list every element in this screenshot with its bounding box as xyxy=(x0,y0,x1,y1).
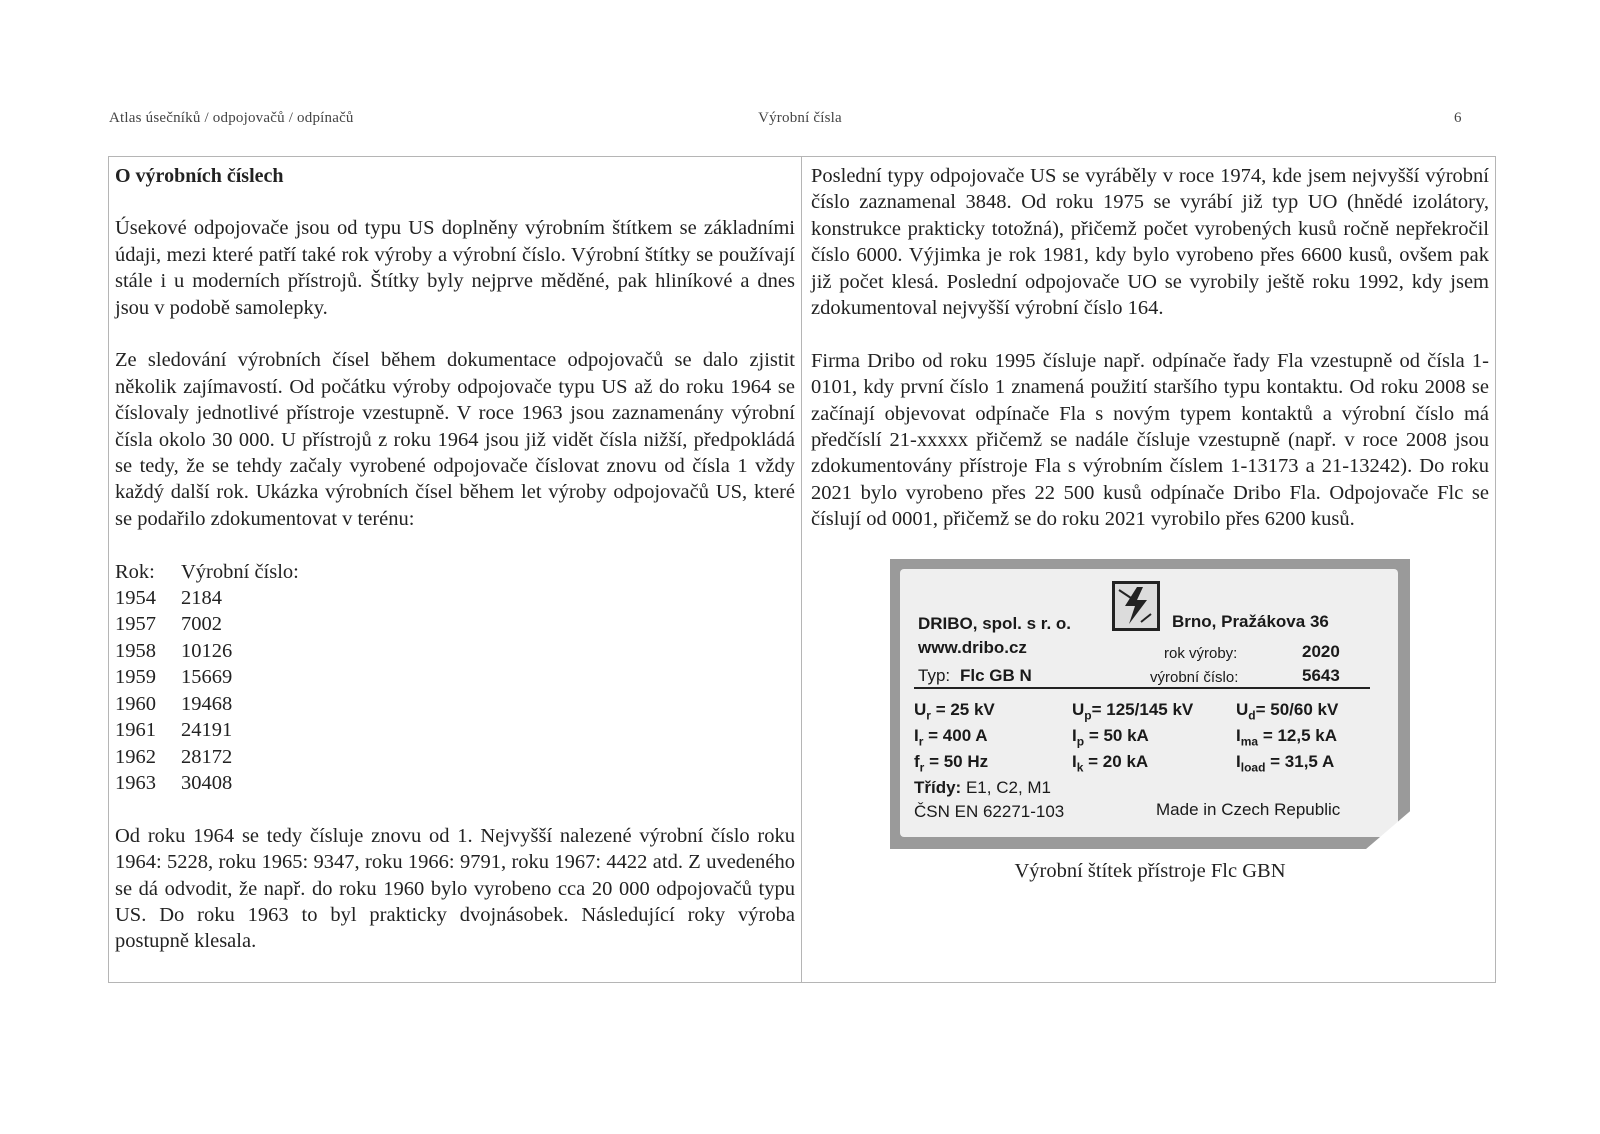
table-row xyxy=(115,770,299,796)
table-header-row xyxy=(115,559,299,585)
paragraph-intro: Úsekové odpojovače jsou od typu US doplněny výrobním štítkem se základními údaji, mezi které patří také rok výroby a výrobní číslo. Výrobní štítky se používají stále i u moderních přístrojů. Štítky byly nejprve měděné, pak hliníkové a dnes jsou v podobě samolepky. xyxy=(115,217,795,319)
plate-standard: ČSN EN 62271-103 xyxy=(914,801,1065,821)
row-serial: 28172 xyxy=(181,745,233,768)
plate-serial-label: výrobní číslo: xyxy=(1150,668,1239,686)
plate-ur: $U_r = 25$ kV xyxy=(914,699,995,723)
row-year: 1962 xyxy=(115,745,156,768)
plate-type-label: Typ: xyxy=(918,665,951,685)
header-doc-title: Atlas úsečníků / odpojovačů / odpínačů xyxy=(109,110,354,126)
row-year: 1954 xyxy=(115,587,156,610)
plate-ud: $U_d= 50/60$ kV xyxy=(1236,699,1339,723)
dribo-logo-icon xyxy=(1112,581,1160,631)
row-year: 1960 xyxy=(115,692,156,715)
row-year: 1958 xyxy=(115,639,156,662)
plate-serial-value: 5643 xyxy=(1302,665,1340,685)
plate-year-label: rok výroby: xyxy=(1164,644,1238,662)
nameplate-figure xyxy=(811,559,1489,884)
row-serial: 10126 xyxy=(181,639,233,662)
serial-numbers-table xyxy=(115,559,299,797)
plate-year-value: 2020 xyxy=(1302,641,1340,661)
row-serial: 7002 xyxy=(181,613,222,636)
paragraph-conclusion: Od roku 1964 se tedy čísluje znovu od 1. Nejvyšší nalezené výrobní číslo roku 1964: 5228, roku 1965: 9347, roku 1966: 9791, roku 1967: 4422 atd. Z uvedeného se dá odvodit, že např. do roku 1960 bylo vyrobeno cca 20 000 odpojovačů typu US. Do roku 1963 to byl prakticky dvojnásobek. Následující roky výroba postupně klesala. xyxy=(115,824,795,953)
table-row xyxy=(115,611,299,637)
paragraph-observations: Ze sledování výrobních čísel během dokumentace odpojovačů se dalo zjistit několik zajímavostí. Od počátku výroby odpojovače typu US až do roku 1964 se číslovaly jednotlivé přístroje vzestupně. V roce 1963 jsou zaznamenány výrobní čísla okolo 30 000. U přístrojů z roku 1964 jsou již vidět čísla nižší, předpokládá se tedy, že se tehdy začaly vyrobené odpojovače číslovat znovu od čísla 1 vždy každý další rok. Ukázka výrobních čísel během let výroby odpojovačů US, které se podařilo zdokumentovat v terénu: xyxy=(115,349,795,530)
plate-company: DRIBO, spol. s r. o. xyxy=(918,613,1072,633)
nameplate-photo xyxy=(890,559,1410,849)
plate-type-value: Flc GB N xyxy=(960,665,1032,685)
table-header-serial: Výrobní číslo: xyxy=(181,560,299,583)
content-frame xyxy=(108,156,1496,983)
plate-ima: $I_{ma} = 12,5$ kA xyxy=(1236,725,1338,749)
plate-web: www.dribo.cz xyxy=(918,637,1027,657)
table-row xyxy=(115,638,299,664)
row-year: 1963 xyxy=(115,771,156,794)
section-title: O výrobních číslech xyxy=(115,165,284,187)
paragraph-dribo: Firma Dribo od roku 1995 čísluje např. odpínače řady Fla vzestupně od čísla 1-0101, kdy první číslo 1 znamená použití staršího typu kontaktu. Od roku 2008 se začínají objevovat odpínače Fla s novým typem kontaktů a výrobní číslo má předčíslí 21-xxxxx přičemž se nadále čísluje vzestupně (např. v roce 2008 jsou zdokumentovány přístroje Fla s výrobním číslem 1-13173 a 21-13242). Do roku 2021 bylo vyrobeno přes 22 500 kusů odpínače Dribo Fla. Odpojovače Flc se číslují od 0001, přičemž se do roku 2021 vyrobilo přes 6200 kusů. xyxy=(811,349,1489,531)
figure-caption: Výrobní štítek přístroje Flc GBN xyxy=(1014,860,1286,883)
table-row xyxy=(115,585,299,611)
table-row xyxy=(115,744,299,770)
row-serial: 24191 xyxy=(181,719,233,742)
plate-ir: $I_r = 400$ A xyxy=(914,725,988,749)
paragraph-uo-types: Poslední typy odpojovače US se vyráběly v roce 1974, kde jsem nejvyšší výrobní číslo zaznamenal 3848. Od roku 1975 se vyrábí již typ UO (hnědé izolátory, konstrukce prakticky totožná), přičemž počet vyrobených kusů ročně nepřekročil číslo 6000. Výjimka je rok 1981, kdy bylo vyrobeno přes 6600 kusů, ovšem pak již počet klesá. Poslední odpojovače UO se vyrobily ještě roku 1992, kdy jsem zdokumentoval nejvyšší výrobní číslo 164. xyxy=(811,165,1489,320)
plate-address: Brno, Pražákova 36 xyxy=(1172,611,1329,631)
table-header-year: Rok: xyxy=(115,560,155,583)
plate-iload: $I_{load} = 31,5$ A xyxy=(1236,751,1335,775)
table-row xyxy=(115,717,299,743)
nameplate-label xyxy=(900,569,1398,837)
page-number: 6 xyxy=(1454,110,1462,126)
row-serial: 19468 xyxy=(181,692,233,715)
plate-up: $U_p= 125/145$ kV xyxy=(1072,699,1194,723)
row-year: 1957 xyxy=(115,613,156,636)
table-row xyxy=(115,691,299,717)
plate-divider xyxy=(914,687,1370,689)
table-row xyxy=(115,664,299,690)
plate-ip: $I_p = 50$ kA xyxy=(1072,725,1149,749)
plate-ik: $I_k = 20$ kA xyxy=(1072,751,1149,775)
row-year: 1959 xyxy=(115,666,156,689)
row-serial: 2184 xyxy=(181,587,222,610)
row-serial: 15669 xyxy=(181,666,233,689)
plate-fr: $f_r = 50$ Hz xyxy=(914,751,989,775)
header-section-title: Výrobní čísla xyxy=(758,110,842,126)
right-column xyxy=(802,157,1495,982)
plate-classes: Třídy: E1, C2, M1 xyxy=(914,777,1052,797)
plate-made-in: Made in Czech Republic xyxy=(1156,799,1341,819)
row-year: 1961 xyxy=(115,719,156,742)
peeled-corner xyxy=(1352,801,1422,861)
row-serial: 30408 xyxy=(181,771,233,794)
left-column xyxy=(109,157,802,982)
